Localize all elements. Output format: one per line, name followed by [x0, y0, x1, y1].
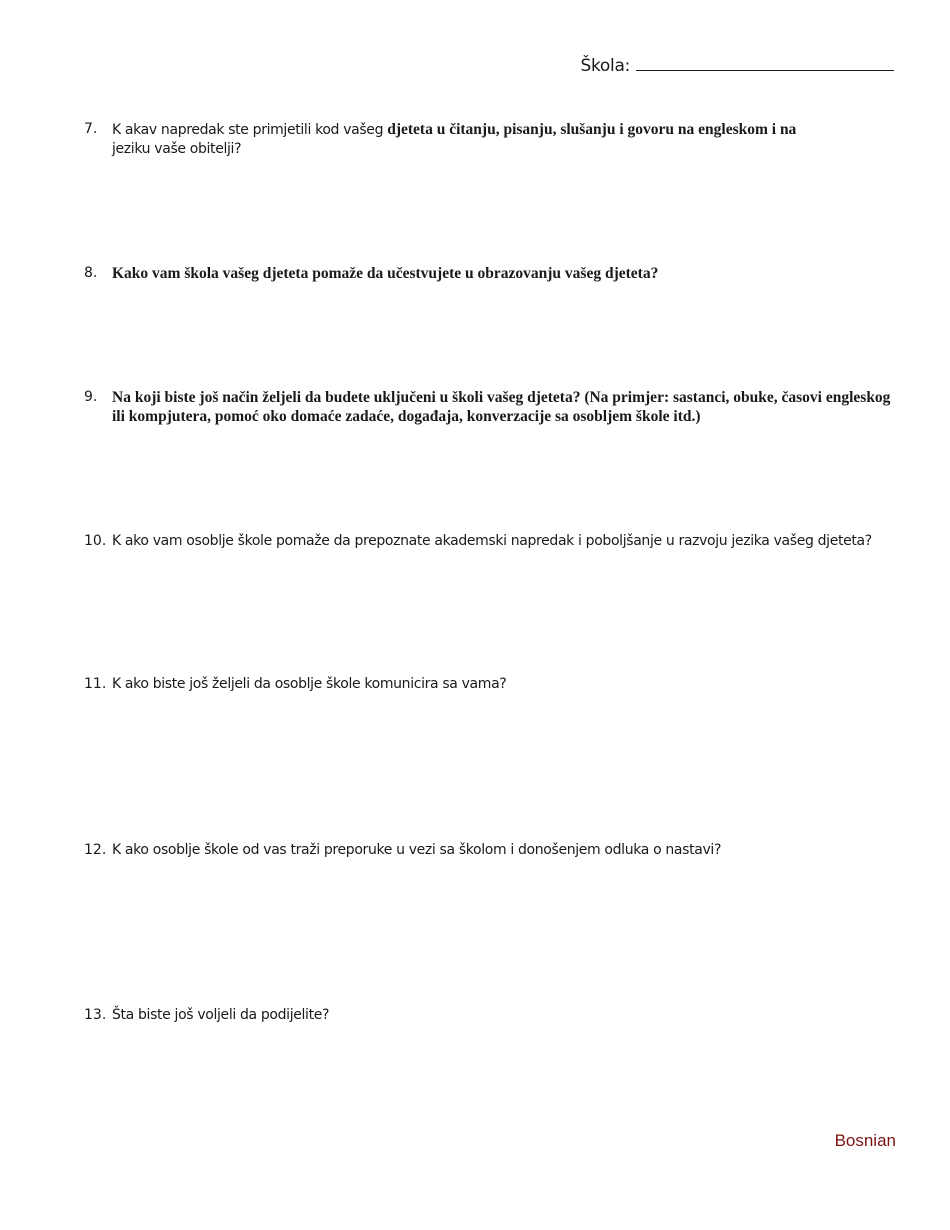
language-label: Bosnian	[834, 1131, 896, 1150]
question-text: K ako vam osoblje škole pomaže da prepoznate akademski napredak i poboljšanje u razvoju jezika vašeg djeteta?	[112, 533, 872, 549]
school-blank-line[interactable]	[636, 56, 894, 71]
question-number: 7.	[84, 121, 98, 137]
question-11	[84, 675, 896, 694]
question-13	[84, 1006, 896, 1025]
question-text-plain: K akav napredak ste primjetili kod vašeg	[112, 122, 388, 138]
question-text: Kako vam škola vašeg djeteta pomaže da učestvujete u obrazovanju vašeg djeteta?	[112, 265, 659, 282]
question-number: 10.	[84, 533, 107, 549]
question-10	[84, 532, 896, 551]
school-label: Škola:	[580, 56, 630, 76]
question-text: K ako osoblje škole od vas traži preporuke u vezi sa školom i donošenjem odluka o nastavi?	[112, 842, 722, 858]
question-number: 13.	[84, 1007, 107, 1023]
question-text	[112, 120, 896, 159]
question-text: Šta biste još voljeli da podijelite?	[112, 1007, 330, 1023]
question-8	[84, 264, 896, 283]
question-number: 12.	[84, 842, 107, 858]
question-text-plain-continued: jeziku vaše obitelji?	[112, 141, 242, 157]
question-7	[84, 120, 896, 159]
school-field	[581, 56, 895, 76]
question-text-bold: djeteta u čitanju, pisanju, slušanju i govoru na engleskom i na	[387, 121, 797, 138]
question-number: 8.	[84, 265, 98, 281]
question-12	[84, 841, 896, 860]
question-9	[84, 388, 896, 426]
question-number: 9.	[84, 389, 98, 405]
question-number: 11.	[84, 676, 107, 692]
question-text: Na koji biste još način željeli da budete uključeni u školi vašeg djeteta? (Na primjer: sastanci, obuke, časovi engleskog ili kompjutera, pomoć oko domaće zadaće, događaja, konverzacije sa osobljem škole itd.)	[112, 389, 891, 425]
question-text: K ako biste još željeli da osoblje škole komunicira sa vama?	[112, 676, 507, 692]
